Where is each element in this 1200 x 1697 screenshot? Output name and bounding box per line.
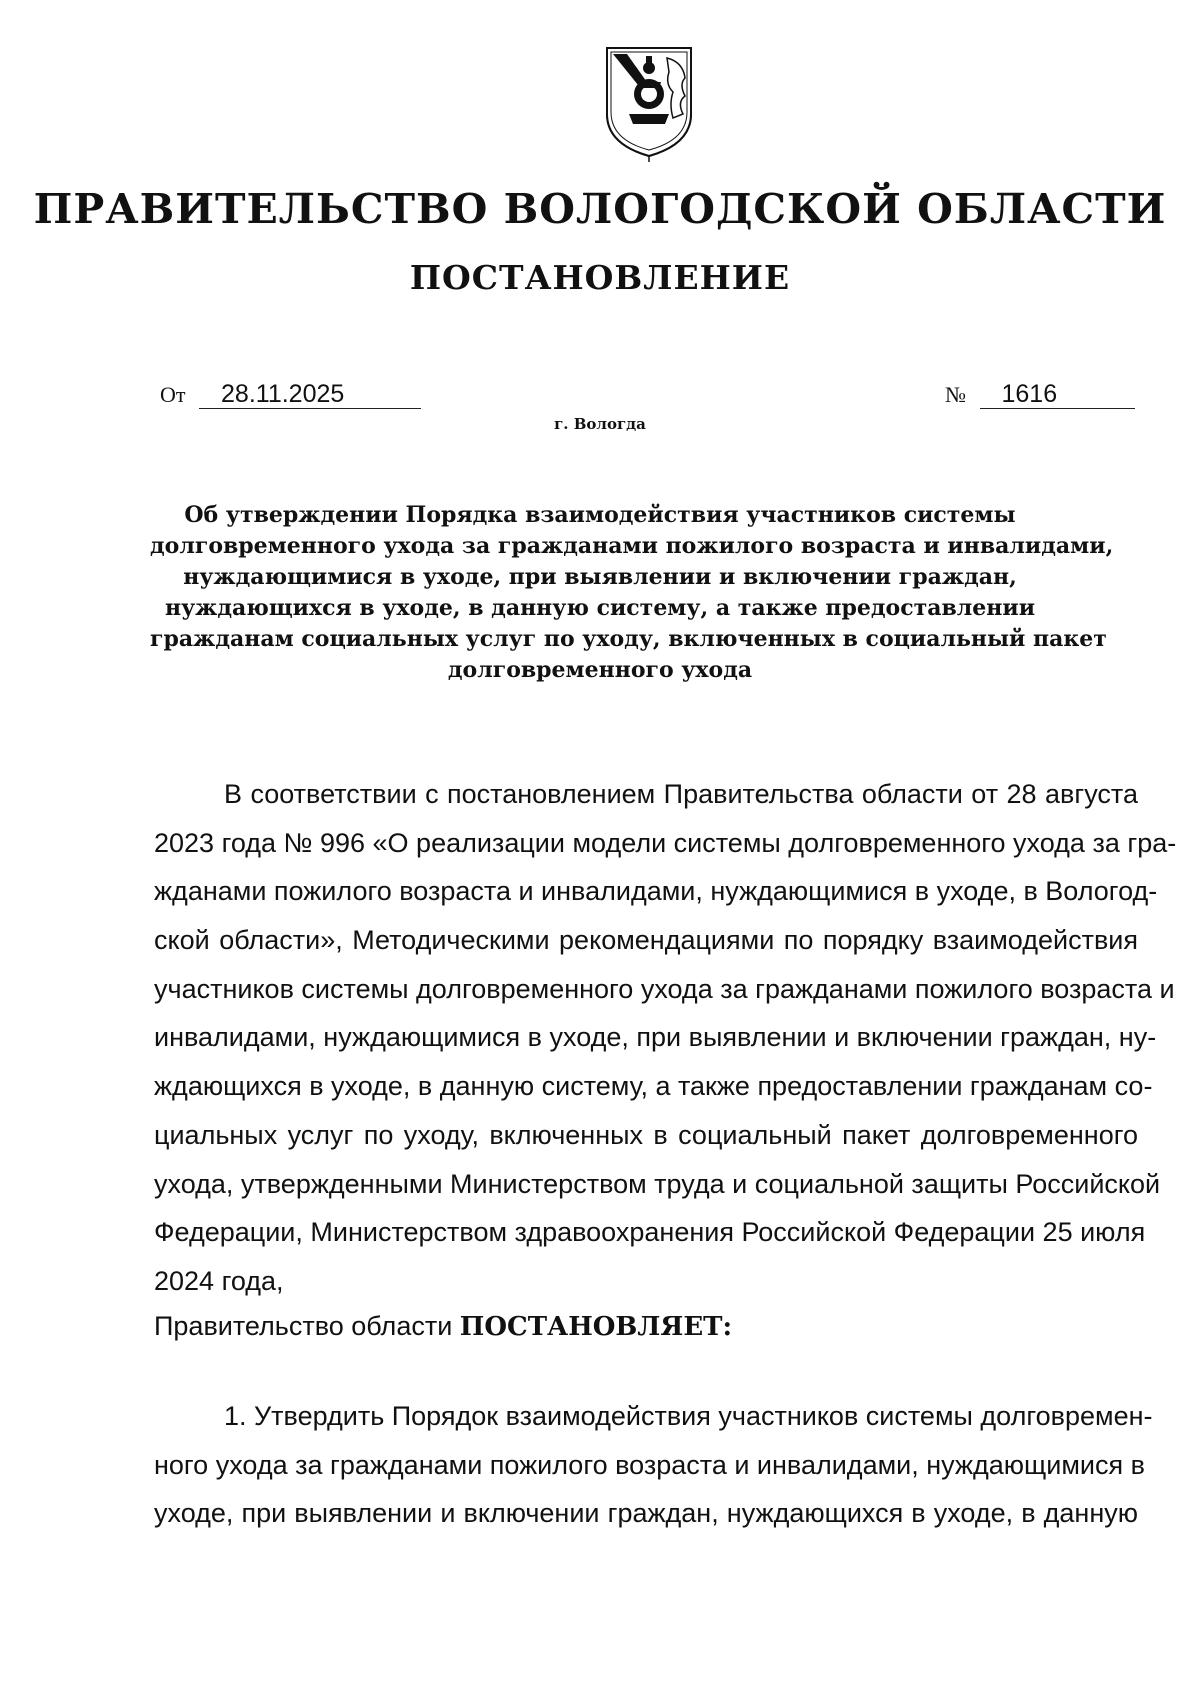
- text-line: циальных услуг по уходу, включенных в социальный пакет долговременного: [154, 1119, 1138, 1150]
- text-line: уходе, при выявлении и включении граждан, нуждающихся в уходе, в данную: [154, 1498, 1138, 1529]
- date-label: От: [160, 382, 186, 407]
- text-line: Федерации, Министерством здравоохранения Российской Федерации 25 июля: [154, 1217, 1146, 1248]
- text-line: участников системы долговременного ухода за гражданами пожилого возраста и: [154, 973, 1175, 1004]
- number-field: [945, 380, 1135, 410]
- decree-verb: ПОСТАНОВЛЯЕТ:: [459, 1312, 733, 1342]
- text-line: 1. Утвердить Порядок взаимодействия участников системы долговремен-: [224, 1401, 1153, 1431]
- text-line: В соответствии с постановлением Правительства области от 28 августа: [224, 779, 1138, 809]
- number-value: 1616: [980, 380, 1135, 409]
- coat-of-arms-icon: [603, 44, 695, 162]
- text-line: 2023 года № 996 «О реализации модели системы долговременного ухода за гра-: [154, 827, 1177, 858]
- number-label: №: [945, 382, 966, 407]
- text-line: ской области», Методическими рекомендациями по порядку взаимодействия: [154, 925, 1138, 956]
- city-label: г. Вологда: [554, 415, 646, 433]
- subject-line: Об утверждении Порядка взаимодействия участников системы: [184, 502, 1016, 528]
- preamble-paragraph: [154, 770, 1177, 1306]
- text-line: жданами пожилого возраста и инвалидами, нуждающимися в уходе, в Вологод-: [154, 876, 1158, 907]
- decree-statement: [154, 1306, 732, 1347]
- date-field: [160, 380, 421, 410]
- document-subject: [150, 500, 1114, 686]
- subject-line: нуждающихся в уходе, в данную систему, а также предоставлении: [164, 595, 1036, 621]
- subject-line: нуждающимися в уходе, при выявлении и включении граждан,: [183, 564, 1017, 590]
- decree-prefix: Правительство области: [154, 1311, 453, 1341]
- government-title: ПРАВИТЕЛЬСТВО ВОЛОГОДСКОЙ ОБЛАСТИ: [33, 185, 1167, 233]
- text-line: инвалидами, нуждающимися в уходе, при выявлении и включении граждан, ну-: [154, 1022, 1157, 1053]
- text-line: ждающихся в уходе, в данную систему, а также предоставлении гражданам со-: [154, 1071, 1153, 1102]
- item-1-paragraph: [154, 1392, 1153, 1538]
- text-line: ного ухода за гражданами пожилого возраста и инвалидами, нуждающимися в: [154, 1449, 1145, 1480]
- subject-line: гражданам социальных услуг по уходу, включенных в социальный пакет: [150, 626, 1107, 652]
- subject-line: долговременного ухода: [447, 657, 753, 683]
- subject-line: долговременного ухода за гражданами пожилого возраста и инвалидами,: [150, 533, 1114, 559]
- document-type: ПОСТАНОВЛЕНИЕ: [409, 258, 791, 297]
- date-value: 28.11.2025: [199, 380, 421, 409]
- text-line: ухода, утвержденными Министерством труда и социальной защиты Российской: [154, 1168, 1161, 1199]
- text-line: 2024 года,: [154, 1265, 284, 1296]
